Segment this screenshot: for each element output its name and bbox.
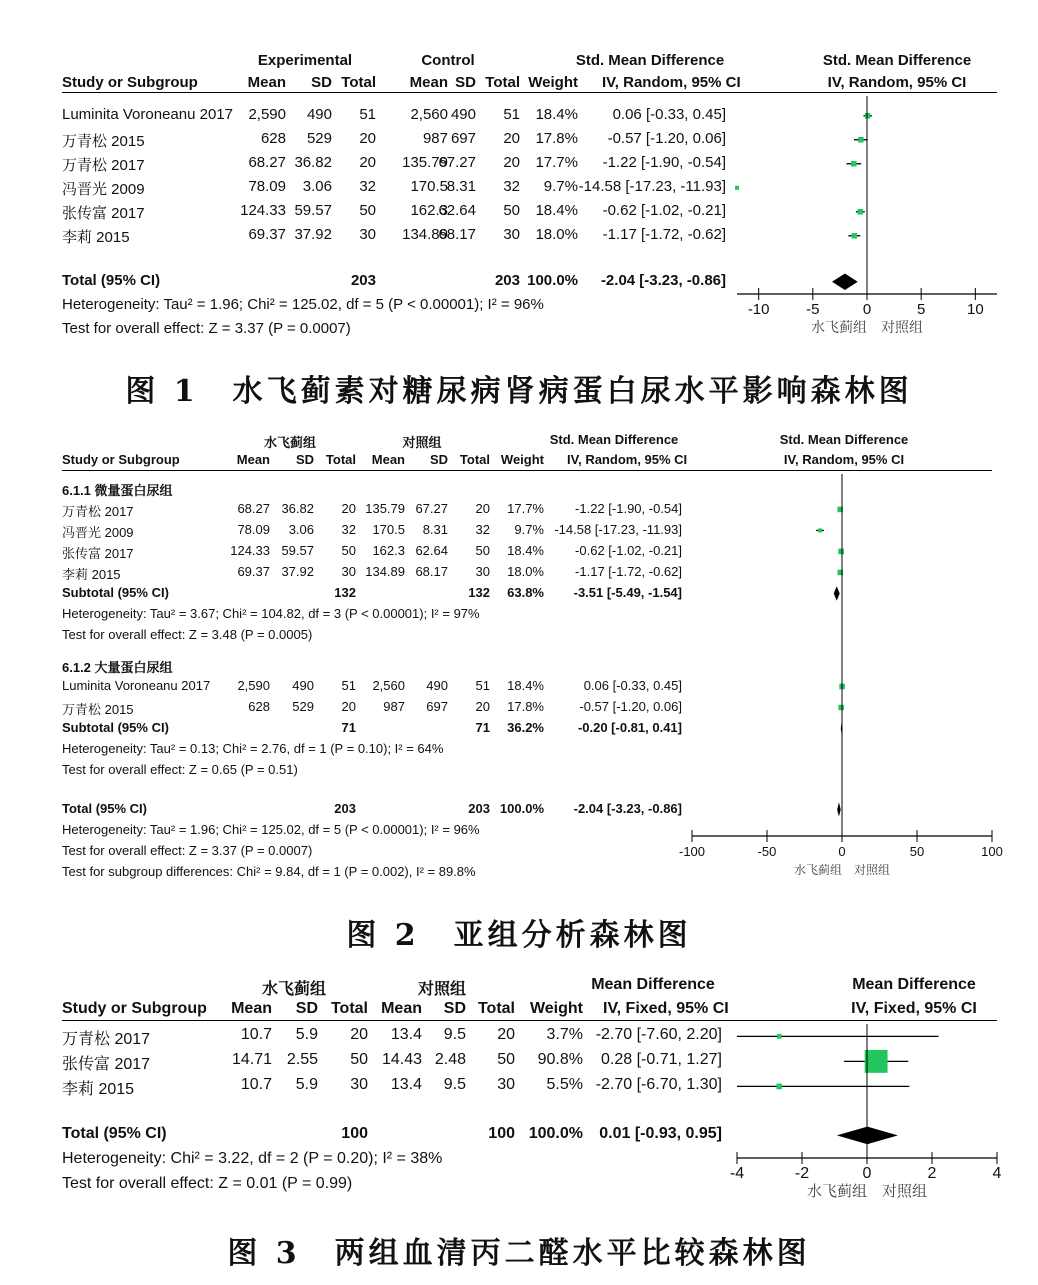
col-e-sd: SD [295,452,314,467]
c-mean: 2,560 [410,106,448,123]
e-total: 132 [334,585,356,600]
pooled-diamond [834,586,840,600]
group-label-control: 对照组 [417,981,466,998]
weight: 100.0% [528,1125,583,1142]
study-name: 张传富 2017 [62,1056,151,1073]
ci-text: -14.58 [-17.23, -11.93] [554,522,682,537]
col-weight: Weight [528,74,578,91]
ci-text: 0.06 [-0.33, 0.45] [583,678,682,693]
e-total: 32 [341,522,356,537]
e-total: 50 [341,543,356,558]
e-total: 203 [334,801,356,816]
weight: 17.8% [507,699,544,714]
note-text: Heterogeneity: Tau² = 1.96; Chi² = 125.02, df = 5 (P < 0.00001); I² = 96% [62,296,544,313]
c-sd: 9.5 [443,1076,466,1093]
c-total: 71 [475,720,490,735]
col-c-total: Total [459,452,490,467]
col-e-total: Total [330,1000,368,1017]
note-text: Test for subgroup differences: Chi² = 9.84, df = 1 (P = 0.002), I² = 89.8% [62,864,476,879]
weight: 18.4% [507,543,544,558]
x-tick-label: -50 [757,844,777,859]
e-sd: 37.92 [294,226,332,243]
e-mean: 69.37 [248,226,286,243]
e-sd: 490 [292,678,314,693]
group-label-experimental: 水飞蓟组 [261,981,326,998]
group-label-experimental: 水飞蓟组 [263,435,316,450]
c-mean: 170.5 [410,178,448,195]
note-text: Test for overall effect: Z = 0.65 (P = 0.51) [62,762,298,777]
c-mean: 13.4 [390,1026,422,1043]
e-sd: 3.06 [302,178,332,195]
note-text: Heterogeneity: Tau² = 1.96; Chi² = 125.02, df = 5 (P < 0.00001); I² = 96% [62,822,480,837]
ci-text: -2.04 [-3.23, -0.86] [600,272,726,289]
ci-text: -0.57 [-1.20, 0.06] [579,699,682,714]
e-mean: 124.33 [240,202,286,219]
weight: 18.0% [507,564,544,579]
col-weight: Weight [529,1000,583,1017]
col-effect-sub: IV, Fixed, 95% CI [603,1000,729,1017]
x-tick-label: 0 [838,844,846,859]
e-sd: 2.55 [286,1051,318,1068]
c-mean: 134.89 [365,564,405,579]
c-mean: 14.43 [381,1051,422,1068]
e-total: 20 [341,501,356,516]
e-total: 51 [359,106,376,123]
study-name: 李莉 2015 [62,567,121,582]
note-text: Test for overall effect: Z = 3.37 (P = 0.0007) [62,320,351,337]
c-sd: 697 [450,130,476,147]
x-tick-label: -4 [729,1165,745,1182]
c-total: 20 [497,1026,515,1043]
e-total: 50 [359,202,376,219]
c-sd: 62.64 [415,543,448,558]
c-mean: 135.79 [365,501,405,516]
note-text: Heterogeneity: Chi² = 3.22, df = 2 (P = 0.20); I² = 38% [62,1150,443,1167]
subgroup-header: 6.1.2 大量蛋白尿组 [62,660,173,675]
c-sd: 68.17 [438,226,476,243]
e-total: 32 [359,178,376,195]
e-mean: 78.09 [237,522,270,537]
col-e-mean: Mean [231,1000,272,1017]
e-mean: 2,590 [248,106,286,123]
total-label: Total (95% CI) [62,272,161,289]
study-name: 冯晋光 2009 [62,525,134,540]
e-mean: 124.33 [230,543,270,558]
e-total: 20 [359,154,376,171]
c-sd: 67.27 [438,154,476,171]
weight: 36.2% [507,720,544,735]
study-name: 万青松 2015 [62,702,134,717]
point-estimate-marker [735,186,739,190]
favours-label: 水飞蓟组 对照组 [811,319,923,335]
c-mean: 987 [383,699,405,714]
x-tick-label: 100 [981,844,1003,859]
figure-caption: 图 2 亚组分析森林图 [346,918,692,953]
x-tick-label: 0 [862,301,872,318]
e-total: 50 [350,1051,368,1068]
c-sd: 9.5 [443,1026,466,1043]
x-tick-label: 50 [909,844,925,859]
c-total: 100 [488,1125,515,1142]
point-estimate-marker [865,1050,888,1073]
study-name: 万青松 2015 [62,133,145,150]
c-sd: 697 [426,699,448,714]
c-total: 20 [503,130,520,147]
point-estimate-marker [858,137,863,142]
weight: 100.0% [499,801,544,816]
c-total: 30 [475,564,490,579]
e-mean: 10.7 [240,1076,272,1093]
col-effect-sub: IV, Random, 95% CI [602,74,741,91]
effect-header: Mean Difference [591,976,715,993]
col-e-total: Total [341,74,376,91]
total-label: Subtotal (95% CI) [62,720,169,735]
note-text: Heterogeneity: Tau² = 3.67; Chi² = 104.82, df = 3 (P < 0.00001); I² = 97% [62,606,480,621]
weight: 18.4% [507,678,544,693]
col-e-mean: Mean [247,74,286,91]
x-tick-label: -10 [747,301,770,318]
c-sd: 8.31 [422,522,448,537]
e-sd: 36.82 [281,501,314,516]
ci-text: -0.62 [-1.02, -0.21] [602,202,726,219]
weight: 63.8% [507,585,544,600]
e-sd: 5.9 [295,1026,318,1043]
study-name: 张传富 2017 [62,205,145,222]
study-name: Luminita Voroneanu 2017 [62,106,233,123]
col-c-mean: Mean [409,74,448,91]
c-mean: 135.79 [402,154,448,171]
c-mean: 134.89 [402,226,448,243]
c-sd: 2.48 [434,1051,466,1068]
c-mean: 162.3 [410,202,448,219]
weight: 9.7% [543,178,578,195]
c-total: 203 [494,272,520,289]
weight: 18.4% [535,106,578,123]
ci-text: -0.57 [-1.20, 0.06] [607,130,726,147]
e-mean: 2,590 [237,678,270,693]
pooled-diamond [832,274,858,291]
c-mean: 170.5 [372,522,405,537]
weight: 9.7% [514,522,544,537]
note-text: Test for overall effect: Z = 3.37 (P = 0.0007) [62,843,313,858]
e-sd: 529 [292,699,314,714]
total-label: Subtotal (95% CI) [62,585,169,600]
x-tick-label: -5 [806,301,820,318]
e-sd: 529 [306,130,332,147]
c-total: 50 [497,1051,515,1068]
ci-text: 0.01 [-0.93, 0.95] [599,1125,722,1142]
favours-label: 水飞蓟组 对照组 [806,1183,928,1200]
col-weight: Weight [500,452,544,467]
plot-header: Std. Mean Difference [822,52,972,69]
note-text: Test for overall effect: Z = 3.48 (P = 0.0005) [62,627,313,642]
e-mean: 68.27 [237,501,270,516]
weight: 17.8% [535,130,578,147]
x-tick-label: 2 [927,1165,937,1182]
weight: 18.4% [535,202,578,219]
x-tick-label: 4 [992,1165,1002,1182]
e-sd: 36.82 [294,154,332,171]
header-rule [62,92,997,93]
e-mean: 628 [248,699,270,714]
total-label: Total (95% CI) [62,801,147,816]
e-mean: 69.37 [237,564,270,579]
e-sd: 59.57 [294,202,332,219]
ci-text: -14.58 [-17.23, -11.93] [578,178,726,195]
group-label-control: Control [421,52,475,69]
study-name: 张传富 2017 [62,546,134,561]
c-total: 50 [503,202,520,219]
pooled-diamond [837,802,841,816]
c-mean: 13.4 [390,1076,422,1093]
weight: 90.8% [537,1051,583,1068]
x-tick-label: 10 [966,301,984,318]
e-mean: 78.09 [248,178,286,195]
note-text: Heterogeneity: Tau² = 0.13; Chi² = 2.76, df = 1 (P = 0.10); I² = 64% [62,741,444,756]
e-mean: 628 [260,130,286,147]
c-total: 32 [475,522,490,537]
col-c-sd: SD [429,452,448,467]
c-total: 132 [468,585,490,600]
e-total: 51 [341,678,356,693]
header-rule [62,470,992,471]
c-total: 50 [475,543,490,558]
c-total: 20 [475,699,490,714]
col-e-total: Total [325,452,356,467]
e-sd: 37.92 [281,564,314,579]
ci-text: -0.20 [-0.81, 0.41] [577,720,682,735]
study-name: 万青松 2017 [62,504,134,519]
c-mean: 2,560 [372,678,405,693]
ci-text: -1.17 [-1.72, -0.62] [575,564,682,579]
ci-text: -3.51 [-5.49, -1.54] [573,585,682,600]
header-rule [62,1020,997,1021]
ci-text: 0.28 [-0.71, 1.27] [601,1051,722,1068]
c-mean: 987 [422,130,448,147]
c-total: 203 [468,801,490,816]
col-c-mean: Mean [381,1000,422,1017]
figure-caption: 图 1 水飞蓟素对糖尿病肾病蛋白尿水平影响森林图 [125,374,913,409]
c-total: 30 [497,1076,515,1093]
e-sd: 3.06 [288,522,314,537]
e-total: 71 [341,720,356,735]
study-name: Luminita Voroneanu 2017 [62,678,211,693]
plot-sub-header: IV, Random, 95% CI [783,452,905,467]
ci-text: -1.22 [-1.90, -0.54] [575,501,682,516]
point-estimate-marker [838,705,843,710]
c-sd: 490 [450,106,476,123]
x-tick-label: -2 [794,1165,810,1182]
e-total: 20 [359,130,376,147]
point-estimate-marker [865,113,871,119]
figure-caption: 图 3 两组血清丙二醛水平比较森林图 [227,1236,811,1271]
weight: 17.7% [507,501,544,516]
x-tick-label: 5 [916,301,926,318]
col-c-mean: Mean [371,452,405,467]
e-total: 20 [350,1026,368,1043]
plot-header: Mean Difference [852,976,976,993]
favours-label: 水飞蓟组 对照组 [793,863,891,877]
study-name: 李莉 2015 [62,1081,135,1098]
e-sd: 5.9 [295,1076,318,1093]
plot-header: Std. Mean Difference [779,432,909,447]
point-estimate-marker [818,528,822,532]
col-study: Study or Subgroup [62,1000,207,1017]
col-study: Study or Subgroup [62,452,180,467]
e-total: 30 [350,1076,368,1093]
e-mean: 10.7 [240,1026,272,1043]
e-total: 20 [341,699,356,714]
weight: 17.7% [535,154,578,171]
point-estimate-marker [777,1034,782,1039]
effect-header: Std. Mean Difference [575,52,725,69]
total-label: Total (95% CI) [62,1125,167,1142]
col-study: Study or Subgroup [62,74,198,91]
e-total: 203 [350,272,376,289]
c-sd: 68.17 [415,564,448,579]
weight: 100.0% [527,272,578,289]
ci-text: -1.22 [-1.90, -0.54] [602,154,726,171]
c-sd: 67.27 [415,501,448,516]
ci-text: -0.62 [-1.02, -0.21] [575,543,682,558]
col-c-sd: SD [455,74,476,91]
e-mean: 68.27 [248,154,286,171]
point-estimate-marker [851,161,856,166]
e-total: 30 [341,564,356,579]
e-sd: 59.57 [281,543,314,558]
e-total: 30 [359,226,376,243]
study-name: 冯晋光 2009 [62,181,145,198]
ci-text: 0.06 [-0.33, 0.45] [612,106,726,123]
c-sd: 8.31 [446,178,476,195]
col-effect-sub: IV, Random, 95% CI [567,452,688,467]
col-c-total: Total [485,74,520,91]
c-total: 20 [503,154,520,171]
c-total: 20 [475,501,490,516]
c-sd: 490 [426,678,448,693]
weight: 18.0% [535,226,578,243]
col-c-sd: SD [443,1000,466,1017]
effect-header: Std. Mean Difference [549,432,679,447]
ci-text: -1.17 [-1.72, -0.62] [602,226,726,243]
point-estimate-marker [857,209,863,215]
ci-text: -2.70 [-6.70, 1.30] [595,1076,722,1093]
study-name: 万青松 2017 [62,1031,151,1048]
study-name: 李莉 2015 [62,229,130,246]
point-estimate-marker [776,1084,782,1090]
weight: 5.5% [546,1076,583,1093]
ci-text: -2.70 [-7.60, 2.20] [595,1026,722,1043]
subgroup-header: 6.1.1 微量蛋白尿组 [62,483,173,498]
plot-sub-header: IV, Fixed, 95% CI [851,1000,977,1017]
point-estimate-marker [852,233,858,239]
col-e-mean: Mean [236,452,270,467]
e-sd: 490 [306,106,332,123]
ci-text: -2.04 [-3.23, -0.86] [573,801,682,816]
c-total: 30 [503,226,520,243]
study-name: 万青松 2017 [62,157,145,174]
c-total: 32 [503,178,520,195]
point-estimate-marker [838,549,844,555]
group-label-control: 对照组 [402,435,442,450]
note-text: Test for overall effect: Z = 0.01 (P = 0.99) [62,1175,353,1192]
c-total: 51 [503,106,520,123]
e-total: 100 [341,1125,368,1142]
col-c-total: Total [477,1000,515,1017]
x-tick-label: 0 [862,1165,872,1182]
c-mean: 162.3 [372,543,405,558]
c-sd: 62.64 [438,202,476,219]
col-e-sd: SD [311,74,332,91]
group-label-experimental: Experimental [257,52,353,69]
plot-sub-header: IV, Random, 95% CI [827,74,967,91]
x-tick-label: -100 [678,844,706,859]
col-e-sd: SD [295,1000,318,1017]
e-mean: 14.71 [231,1051,272,1068]
c-total: 51 [475,678,490,693]
weight: 3.7% [546,1026,583,1043]
